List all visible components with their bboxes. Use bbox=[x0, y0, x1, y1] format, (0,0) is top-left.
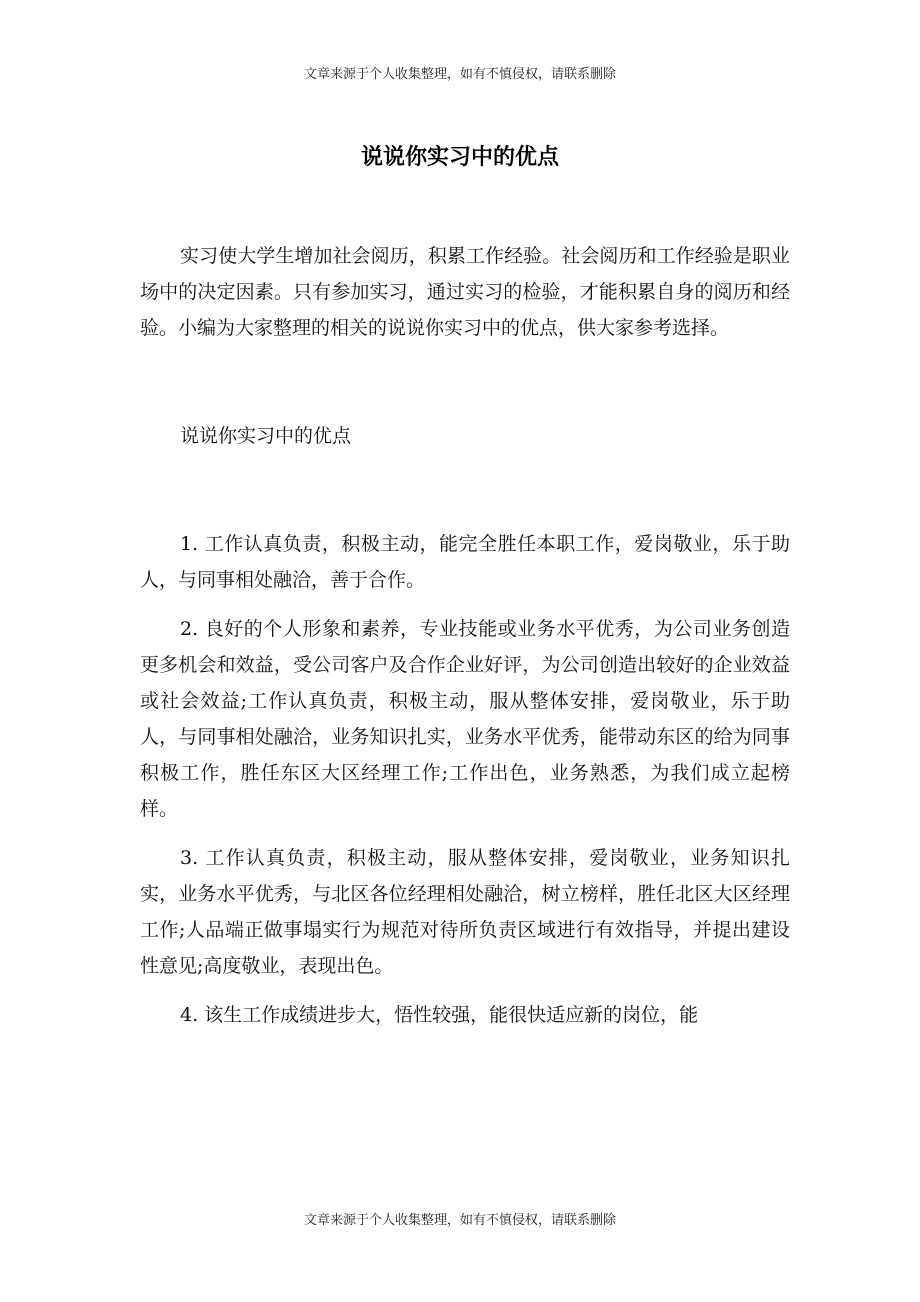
list-item: 1. 工作认真负责，积极主动，能完全胜任本职工作，爱岗敬业，乐于助人，与同事相处融洽，善于合作。 bbox=[140, 533, 790, 591]
document-title: 说说你实习中的优点 bbox=[360, 144, 559, 170]
list-item: 2. 良好的个人形象和素养，专业技能或业务水平优秀，为公司业务创造更多机会和效益，受公司客户及合作企业好评，为公司创造出较好的企业效益或社会效益;工作认真负责，积极主动，服从整体安排，爱岗敬业，乐于助人，与同事相处融洽，业务知识扎实，业务水平优秀，能带动东区的给为同事积极工作，胜任东区大区经理工作;工作出色，业务熟悉，为我们成立起榜样。 bbox=[140, 618, 790, 820]
list-item: 4. 该生工作成绩进步大，悟性较强，能很快适应新的岗位，能 bbox=[180, 1004, 699, 1026]
document-body bbox=[140, 238, 790, 1046]
section-heading: 说说你实习中的优点 bbox=[180, 425, 352, 447]
footer-note: 文章来源于个人收集整理，如有不慎侵权，请联系删除 bbox=[303, 1213, 616, 1228]
header-note: 文章来源于个人收集整理，如有不慎侵权，请联系删除 bbox=[303, 67, 616, 82]
list-item: 3. 工作认真负责，积极主动，服从整体安排，爱岗敬业，业务知识扎实，业务水平优秀，与北区各位经理相处融洽，树立榜样，胜任北区大区经理工作;人品端正做事塌实行为规范对待所负责区域进行有效指导，并提出建设性意见;高度敬业，表现出色。 bbox=[140, 847, 790, 977]
intro-paragraph: 实习使大学生增加社会阅历，积累工作经验。社会阅历和工作经验是职业场中的决定因素。只有参加实习，通过实习的检验，才能积累自身的阅历和经验。小编为大家整理的相关的说说你实习中的优点，供大家参考选择。 bbox=[140, 245, 790, 339]
